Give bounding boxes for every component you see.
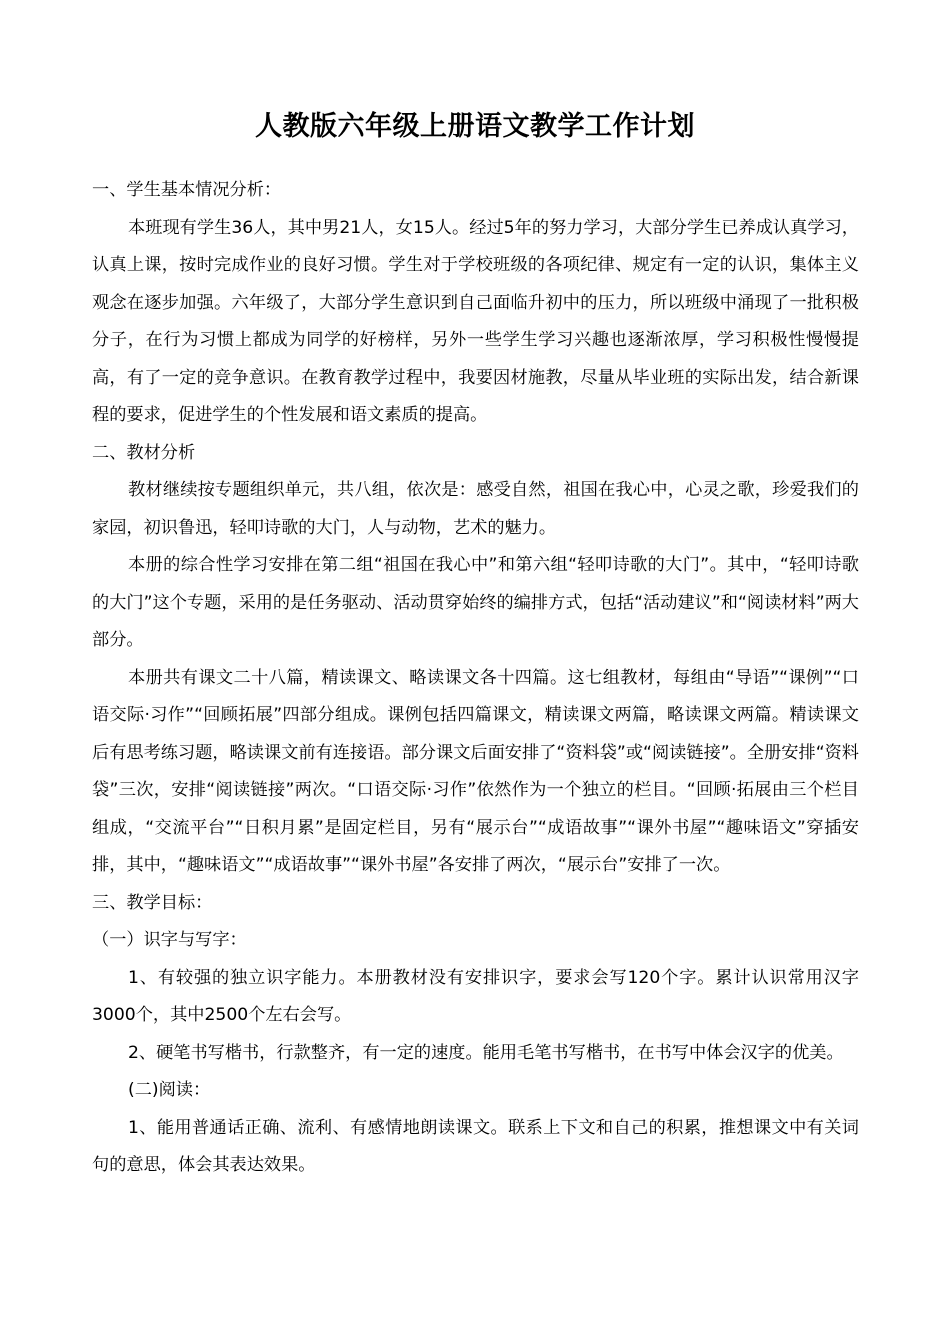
subheading-literacy-writing: （一）识字与写字：	[92, 930, 247, 950]
paragraph-student-situation: 本班现有学生36人，其中男21人，女15人。经过5年的努力学习，大部分学生已养成认真学习，认真上课，按时完成作业的良好习惯。学生对于学校班级的各项纪律、规定有一定的认识，集体主义观念在逐步加强。六年级了，大部分学生意识到自己面临升初中的压力，所以班级中涌现了一批积极分子，在行为习惯上都成为同学的好榜样，另外一些学生学习兴趣也逐渐浓厚，学习积极性慢慢提高，有了一定的竞争意识。在教育教学过程中，我要因材施教，尽量从毕业班的实际出发，结合新课程的要求，促进学生的个性发展和语文素质的提高。	[92, 217, 859, 425]
section-heading-textbook-analysis: 二、教材分析	[92, 442, 196, 463]
page-title: 人教版六年级上册语文教学工作计划	[255, 111, 695, 142]
goal-item-handwriting: 2、硬笔书写楷书，行款整齐，有一定的速度。能用毛笔书写楷书，在书写中体会汉字的优美。	[128, 1042, 844, 1063]
section-heading-student-analysis: 一、学生基本情况分析：	[92, 180, 282, 200]
paragraph-comprehensive-learning: 本册的综合性学习安排在第二组“祖国在我心中”和第六组“轻叩诗歌的大门”。其中，“轻叩诗歌的大门”这个专题，采用的是任务驱动、活动贯穿始终的编排方式，包括“活动建议”和“阅读材料”两大部分。	[92, 555, 859, 650]
paragraph-textbook-units: 教材继续按专题组织单元，共八组，依次是：感受自然，祖国在我心中，心灵之歌，珍爱我们的家园，初识鲁迅，轻叩诗歌的大门，人与动物，艺术的魅力。	[92, 480, 859, 538]
goal-item-reading: 1、能用普通话正确、流利、有感情地朗读课文。联系上下文和自己的积累，推想课文中有关词句的意思，体会其表达效果。	[92, 1117, 859, 1175]
paragraph-lesson-structure: 本册共有课文二十八篇，精读课文、略读课文各十四篇。这七组教材，每组由“导语”“课例”“口语交际·习作”“回顾拓展”四部分组成。课例包括四篇课文，精读课文两篇，略读课文两篇。精读课文后有思考练习题，略读课文前有连接语。部分课文后面安排了“资料袋”或“阅读链接”。全册安排“资料袋”三次，安排“阅读链接”两次。“口语交际·习作”依然作为一个独立的栏目。“回顾·拓展由三个栏目组成，“交流平台”“日积月累”是固定栏目，另有“展示台”“成语故事”“课外书屋”“趣味语文”穿插安排，其中，“趣味语文”“成语故事”“课外书屋”各安排了两次，“展示台”安排了一次。	[92, 667, 859, 875]
subheading-reading: (二)阅读：	[128, 1080, 211, 1100]
document-body	[92, 172, 859, 1185]
goal-item-literacy: 1、有较强的独立识字能力。本册教材没有安排识字，要求会写120个字。累计认识常用汉字3000个，其中2500个左右会写。	[92, 967, 859, 1025]
section-heading-teaching-goals: 三、教学目标：	[92, 892, 213, 913]
